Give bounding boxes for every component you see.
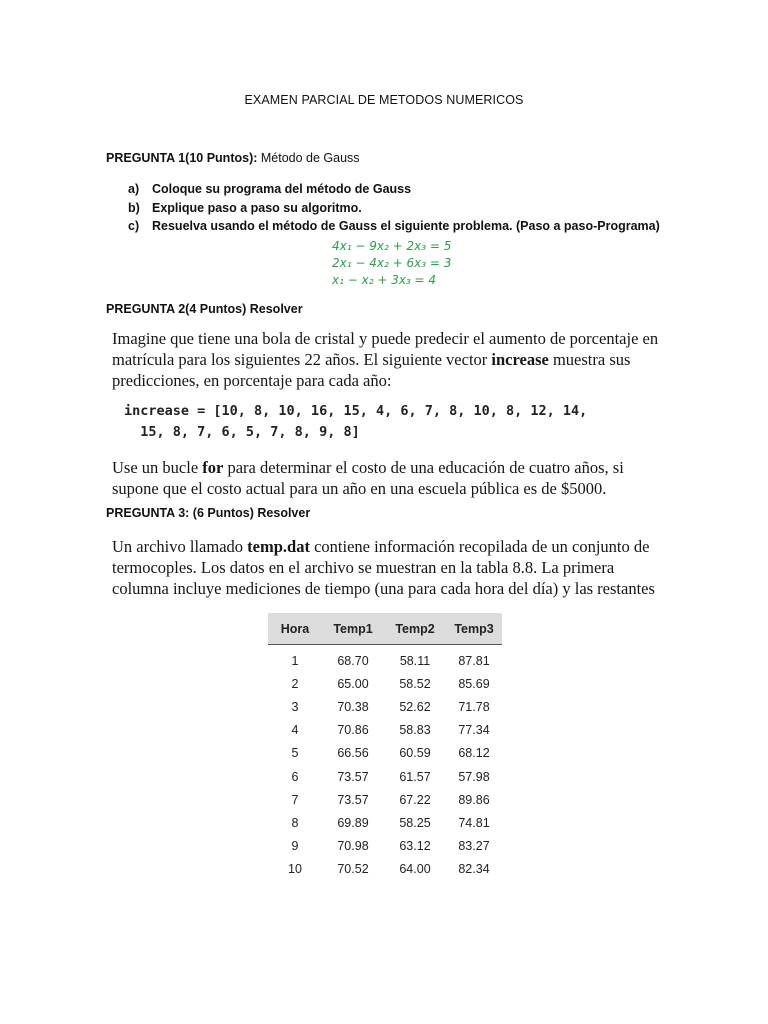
cell-hora: 6	[291, 769, 299, 784]
cell-temp1: 70.98	[337, 839, 369, 854]
column-header-temp2: Temp2	[384, 613, 446, 645]
cell-temp1: 70.86	[337, 723, 369, 738]
cell-temp3: 77.34	[458, 723, 490, 738]
question-2-heading: PREGUNTA 2(4 Puntos) Resolver	[106, 302, 303, 316]
list-item	[128, 180, 660, 199]
cell-temp2: 58.83	[399, 723, 431, 738]
list-item-text: Resuelva usando el método de Gauss el siguiente problema. (Paso a paso-Programa)	[152, 219, 660, 233]
cell-hora: 3	[291, 699, 299, 714]
table-row	[268, 672, 502, 695]
paragraph-text: Imagine que tiene una bola de cristal y puede predecir el aumento de porcentaje en matrícula para los siguientes 22 años. El siguiente vector	[112, 329, 659, 369]
cell-temp1: 70.52	[337, 862, 369, 877]
list-item-text: Coloque su programa del método de Gauss	[152, 182, 412, 196]
column-header-temp3: Temp3	[446, 613, 502, 645]
cell-temp3: 57.98	[458, 769, 490, 784]
paragraph-keyword: temp.dat	[247, 537, 310, 556]
question-1-list	[128, 180, 660, 236]
column-header-temp1: Temp1	[322, 613, 384, 645]
table-row	[268, 858, 502, 881]
list-item	[128, 217, 660, 236]
column-header-hora: Hora	[268, 613, 322, 645]
cell-temp1: 65.00	[337, 676, 369, 691]
paragraph-text: Use un bucle	[112, 458, 203, 477]
cell-temp3: 71.78	[458, 699, 490, 714]
cell-hora: 9	[291, 839, 299, 854]
cell-temp2: 67.22	[399, 792, 431, 807]
cell-temp3: 83.27	[458, 839, 490, 854]
code-line: increase = [10, 8, 10, 16, 15, 4, 6, 7, 8, 10, 8, 12, 14,	[124, 403, 588, 419]
table-row	[268, 835, 502, 858]
paragraph-text: contiene información recopilada de un conjunto de termocoples. Los datos en el archivo se muestran en la tabla 8.8. La primera columna incluye mediciones de tiempo (una para cada hora del día) y las restantes	[112, 537, 655, 598]
paragraph-text: Un archivo llamado	[112, 537, 248, 556]
table-row	[268, 695, 502, 718]
list-item	[128, 199, 660, 218]
table-row	[268, 788, 502, 811]
exam-title: EXAMEN PARCIAL DE METODOS NUMERICOS	[244, 93, 524, 107]
table-row	[268, 765, 502, 788]
question-2-paragraph	[112, 328, 672, 391]
table-row	[268, 742, 502, 765]
question-1-heading	[106, 151, 360, 165]
cell-temp2: 63.12	[399, 839, 431, 854]
question-1-heading-topic: Método de Gauss	[257, 151, 360, 165]
cell-temp1: 70.38	[337, 699, 369, 714]
equation-line: 2x₁ − 4x₂ + 6x₃ = 3	[332, 256, 452, 270]
paragraph-text: muestra sus predicciones, en porcentaje para cada año:	[112, 350, 631, 390]
cell-hora: 10	[288, 862, 302, 877]
handwritten-equation-system	[332, 238, 482, 290]
list-item-marker: c)	[128, 219, 140, 233]
table-row	[268, 645, 502, 673]
code-block	[124, 401, 684, 443]
equation-line: x₁ − x₂ + 3x₃ = 4	[332, 273, 437, 287]
cell-hora: 1	[291, 653, 299, 668]
cell-temp3: 85.69	[458, 676, 490, 691]
cell-temp1: 66.56	[337, 746, 369, 761]
table-row	[268, 719, 502, 742]
cell-temp1: 68.70	[337, 653, 369, 668]
paragraph-text: para determinar el costo de una educación de cuatro años, si supone que el costo actual para un año en una escuela pública es de $5000.	[112, 458, 624, 498]
cell-temp3: 68.12	[458, 746, 490, 761]
cell-temp1: 73.57	[337, 769, 369, 784]
code-line: 15, 8, 7, 6, 5, 7, 8, 9, 8]	[124, 424, 360, 440]
cell-temp3: 74.81	[458, 815, 490, 830]
temperature-table	[268, 613, 502, 881]
cell-hora: 7	[291, 792, 299, 807]
equation-line: 4x₁ − 9x₂ + 2x₃ = 5	[332, 239, 452, 253]
paragraph-keyword: increase	[491, 350, 549, 369]
cell-hora: 2	[291, 676, 299, 691]
cell-temp2: 52.62	[399, 699, 431, 714]
list-item-marker: a)	[128, 182, 140, 196]
question-3-heading: PREGUNTA 3: (6 Puntos) Resolver	[106, 506, 311, 520]
cell-temp1: 69.89	[337, 815, 369, 830]
cell-hora: 8	[291, 815, 299, 830]
cell-temp2: 61.57	[399, 769, 431, 784]
cell-temp3: 82.34	[458, 862, 490, 877]
question-1-heading-bold: PREGUNTA 1(10 Puntos):	[106, 151, 258, 165]
list-item-text: Explique paso a paso su algoritmo.	[152, 200, 362, 215]
list-item-marker: b)	[128, 200, 140, 215]
cell-temp2: 58.52	[399, 676, 431, 691]
cell-temp3: 87.81	[458, 653, 490, 668]
cell-temp2: 58.25	[399, 815, 431, 830]
cell-temp1: 73.57	[337, 792, 369, 807]
cell-temp3: 89.86	[458, 792, 490, 807]
question-2-instruction	[112, 457, 672, 499]
cell-hora: 5	[291, 746, 299, 761]
question-3-paragraph	[112, 536, 672, 599]
cell-temp2: 64.00	[399, 862, 431, 877]
cell-temp2: 60.59	[399, 746, 431, 761]
cell-hora: 4	[291, 723, 299, 738]
paragraph-keyword: for	[202, 458, 224, 477]
table-header-row	[268, 613, 502, 645]
table-row	[268, 811, 502, 834]
cell-temp2: 58.11	[399, 653, 431, 668]
